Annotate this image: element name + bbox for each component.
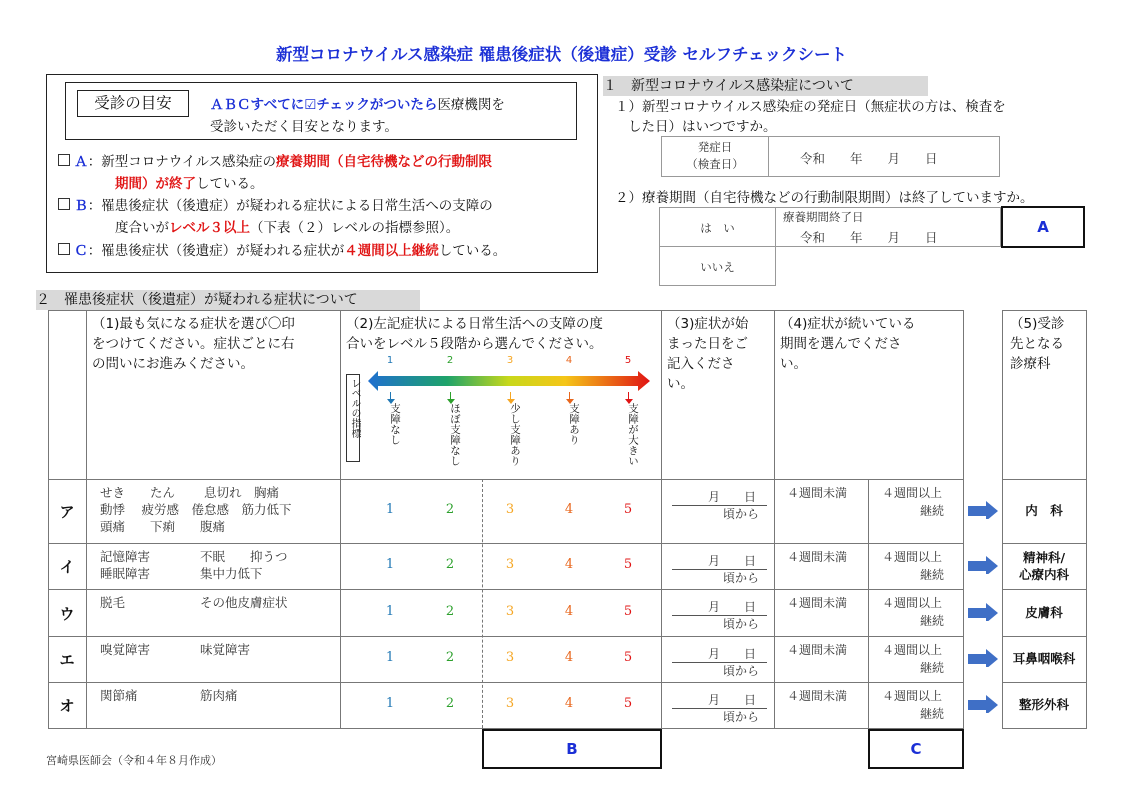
- row-level-option[interactable]: 3: [505, 650, 515, 665]
- arrow-right-icon: [966, 603, 1000, 621]
- row-level-option[interactable]: 5: [623, 557, 633, 572]
- row-date-from: 頃から: [723, 571, 760, 585]
- box-b: B: [482, 729, 662, 769]
- arrow-right-icon: [966, 649, 1000, 667]
- row-level-option[interactable]: 1: [385, 603, 395, 619]
- arrow-right-icon: [966, 501, 1000, 519]
- col4-header: （4)症状が続いている 期間を選んでくださ い。: [780, 316, 916, 372]
- guide-item-a: [58, 151, 492, 173]
- guide-item-b: [58, 195, 493, 217]
- checkbox-b[interactable]: [58, 198, 70, 210]
- row-symptoms[interactable]: せき たん 息切れ 胸痛 動悸 疲労感 倦怠感 筋力低下 頭痛 下痢 腹痛: [100, 485, 292, 534]
- duration-under-4w-option[interactable]: ４週間未満: [787, 486, 848, 500]
- level-scale-title: レベルの指標: [349, 378, 360, 438]
- row-date-field[interactable]: 月 日: [708, 693, 757, 707]
- row-level-option[interactable]: 2: [445, 502, 455, 517]
- row-symptoms[interactable]: 嗅覚障害 味覚障害: [100, 642, 251, 657]
- guide-line1-black: 医療機関を: [437, 97, 505, 113]
- row-level-option[interactable]: 3: [505, 557, 515, 572]
- item-c-key: Ｃ: [74, 243, 88, 259]
- duration-over-4w-continue: 継続: [920, 707, 945, 721]
- item-a-pre: ：新型コロナウイルス感染症の: [87, 154, 276, 170]
- row-label: エ: [59, 651, 75, 669]
- col1-header: （1)最も気になる症状を選び〇印 をつけてください。症状ごとに右 の問いにお進みください。: [92, 316, 295, 372]
- row-symptoms[interactable]: 記憶障害 不眠 抑うつ 睡眠障害 集中力低下: [100, 549, 288, 581]
- arrow-right-icon: [966, 695, 1000, 713]
- row-date-field[interactable]: 月 日: [708, 490, 757, 504]
- department-label: 皮膚科: [1025, 604, 1063, 620]
- box-a: A: [1001, 206, 1085, 248]
- row-level-option[interactable]: 5: [623, 502, 633, 517]
- table-border-top: [48, 310, 964, 311]
- col5-header: （5)受診 先となる 診療科: [1010, 316, 1065, 372]
- row-level-option[interactable]: 4: [564, 696, 574, 711]
- department-label: 耳鼻咽喉科: [1012, 651, 1076, 666]
- page-title: 新型コロナウイルス感染症 罹患後症状（後遺症）受診 セルフチェックシート: [275, 45, 847, 64]
- checkbox-a[interactable]: [58, 154, 70, 166]
- item-a-red: 療養期間（自宅待機などの行動制限: [276, 154, 492, 170]
- row-date-from: 頃から: [723, 710, 760, 724]
- level-scale-gradient-arrow: [360, 366, 656, 396]
- no-label: いいえ: [700, 260, 735, 274]
- row-date-field[interactable]: 月 日: [708, 554, 757, 568]
- row-level-option[interactable]: 4: [564, 502, 574, 517]
- row-label: イ: [59, 558, 75, 576]
- row-level-option[interactable]: 5: [623, 603, 633, 619]
- duration-over-4w-continue: 継続: [920, 614, 945, 628]
- onset-date-value: 令和 年 月 日: [800, 151, 938, 166]
- row-level-option[interactable]: 4: [564, 603, 574, 619]
- row-label: ウ: [59, 604, 75, 623]
- guide-label: 受診の目安: [77, 90, 189, 117]
- duration-under-4w-option[interactable]: ４週間未満: [787, 596, 848, 610]
- row-symptoms[interactable]: 関節痛 筋肉痛: [100, 688, 238, 703]
- item-a-key: Ａ: [74, 154, 88, 170]
- duration-over-4w-option[interactable]: ４週間以上: [882, 689, 943, 703]
- row-level-option[interactable]: 4: [564, 650, 574, 665]
- row-level-option[interactable]: 1: [385, 557, 395, 572]
- scale-level-desc: 支障が大きい: [627, 403, 639, 466]
- scale-level-number: 2: [446, 355, 454, 366]
- scale-level-desc: 支障なし: [389, 403, 401, 445]
- guide-item-b-line2: 度合いがレベル３以上（下表（２）レベルの指標参照）。: [115, 220, 460, 236]
- row-level-option[interactable]: 3: [505, 603, 515, 619]
- guide-line2: 受診いただく目安となります。: [210, 119, 398, 135]
- yes-label: は い: [700, 221, 735, 235]
- arrow-right-icon: [966, 556, 1000, 574]
- row-level-option[interactable]: 3: [505, 502, 515, 517]
- scale-level-desc: 少し支障あり: [509, 403, 521, 466]
- footer-credit: 宮崎県医師会（令和４年８月作成）: [46, 754, 222, 767]
- duration-over-4w-continue: 継続: [920, 504, 945, 518]
- section1-header: １ 新型コロナウイルス感染症について: [603, 76, 928, 96]
- col2-header: （2)左記症状による日常生活への支障の度 合いをレベル５段階から選んでください。: [346, 316, 603, 352]
- department-label: 精神科/ 心療内科: [1018, 550, 1069, 582]
- row-date-field[interactable]: 月 日: [708, 600, 757, 614]
- row-symptoms[interactable]: 脱毛 その他皮膚症状: [100, 595, 288, 610]
- duration-over-4w-option[interactable]: ４週間以上: [882, 643, 943, 657]
- guide-item-a-line2: 期間）が終了している。: [115, 176, 264, 192]
- row-level-option[interactable]: 5: [623, 696, 633, 711]
- checkbox-c[interactable]: [58, 243, 70, 255]
- scale-level-number: 3: [506, 355, 514, 366]
- scale-level-number: 1: [386, 355, 394, 366]
- row-level-option[interactable]: 5: [623, 650, 633, 665]
- duration-under-4w-option[interactable]: ４週間未満: [787, 643, 848, 657]
- department-label: 整形外科: [1018, 697, 1069, 712]
- section2-header: ２ 罹患後症状（後遺症）が疑われる症状について: [36, 290, 420, 310]
- row-label: ア: [59, 503, 75, 521]
- row-level-option[interactable]: 2: [445, 650, 455, 665]
- scale-level-number: 4: [565, 355, 573, 366]
- duration-under-4w-option[interactable]: ４週間未満: [787, 550, 848, 564]
- row-level-option[interactable]: 4: [564, 557, 574, 572]
- row-date-from: 頃から: [723, 617, 760, 631]
- end-date-label: 療養期間終了日: [783, 210, 864, 224]
- q1-line2: した日）はいつですか。: [628, 119, 777, 135]
- row-label: オ: [59, 697, 75, 715]
- scale-level-desc: ほぼ支障なし: [449, 403, 461, 466]
- row-level-option[interactable]: 1: [385, 696, 395, 711]
- guide-line1-blue: ＡＢＣすべてに☑チェックがついたら: [210, 97, 438, 113]
- q2-text: ２）療養期間（自宅待機などの行動制限期間）は終了していますか。: [615, 190, 1034, 206]
- scale-level-number: 5: [624, 355, 632, 366]
- end-date-value: 令和 年 月 日: [800, 230, 938, 245]
- duration-over-4w-option[interactable]: ４週間以上: [882, 486, 943, 500]
- row-date-field[interactable]: 月 日: [708, 647, 757, 661]
- duration-under-4w-option[interactable]: ４週間未満: [787, 689, 848, 703]
- duration-over-4w-continue: 継続: [920, 661, 945, 675]
- col3-header: （3)症状が始 まった日をご 記入くださ い。: [667, 316, 749, 392]
- onset-label: 発症日 （検査日）: [686, 140, 744, 171]
- department-label: 内 科: [1025, 503, 1063, 518]
- row-date-from: 頃から: [723, 507, 760, 521]
- item-b-pre: ：罹患後症状（後遺症）が疑われる症状による日常生活への支障の: [87, 198, 493, 214]
- guide-item-c: Ｃ：罹患後症状（後遺症）が疑われる症状が４週間以上継続している。: [58, 240, 506, 262]
- row-level-option[interactable]: 2: [445, 557, 455, 572]
- item-c-pre: ：罹患後症状（後遺症）が疑われる症状が: [87, 243, 345, 259]
- row-level-option[interactable]: 2: [445, 603, 455, 619]
- row-date-from: 頃から: [723, 664, 760, 678]
- q1-line1: １）新型コロナウイルス感染症の発症日（無症状の方は、検査を: [615, 99, 1006, 115]
- box-c: C: [868, 729, 964, 769]
- item-b-key: Ｂ: [74, 198, 88, 214]
- row-level-option[interactable]: 2: [445, 696, 455, 711]
- row-level-option[interactable]: 1: [385, 650, 395, 665]
- row-level-option[interactable]: 1: [385, 502, 395, 517]
- duration-over-4w-continue: 継続: [920, 568, 945, 582]
- guide-line1: [210, 94, 505, 116]
- duration-over-4w-option[interactable]: ４週間以上: [882, 596, 943, 610]
- scale-level-desc: 支障あり: [568, 403, 580, 445]
- duration-over-4w-option[interactable]: ４週間以上: [882, 550, 943, 564]
- row-level-option[interactable]: 3: [505, 696, 515, 711]
